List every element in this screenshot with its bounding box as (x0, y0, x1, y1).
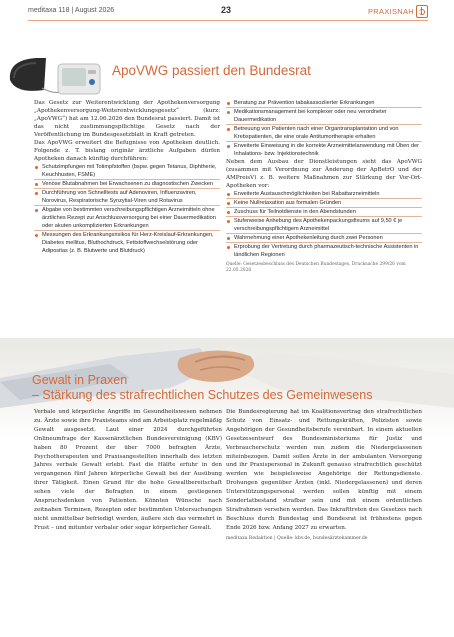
article1-intro2: Das ApoVWG erweitert die Befugnisse von Apotheken deutlich. Folgende z. T. bislang originär ärztliche Aufgaben dürfen Apotheken danach künftig durchführen: (34, 140, 220, 162)
article2-title-line2: – Stärkung des strafrechtlichen Schutzes des Gemeinwesens (32, 388, 373, 402)
page-header (28, 6, 428, 21)
article2-credit: meditaxa Redaktion | Quelle: kbv.de, bundesärztekammer.de (226, 535, 368, 541)
list-item: Keine Nullretaxation aus formalen Gründen (226, 199, 422, 208)
list-item: Beratung zur Prävention tabakassoziierter Erkrankungen (226, 99, 422, 108)
list-item: Durchführung von Schnelltests auf Adenoviren, Influenzaviren, Norovirus, Respiratorische Synzytial-Viren und Rotavirus (34, 189, 220, 206)
blood-pressure-monitor-image (6, 50, 106, 100)
list-item: Medikationsmanagement bei komplexer oder neu verordneter Dauermedikation (226, 108, 422, 125)
article2-title (32, 373, 372, 403)
list-item: Erweiterte Einweisung in die korrekte Arzneimittelanwendung mit Üben der Inhalations- bzw. Injektionstechnik (226, 142, 422, 158)
service-list-continued (226, 99, 422, 158)
measures-list (226, 190, 422, 259)
article1-left-column (34, 99, 220, 255)
article1-right-column (226, 99, 422, 278)
article2-left-column (34, 408, 222, 533)
list-item: Schutzimpfungen mit Totimpfstoffen (bspw. gegen Tetanus, Diphtherie, Keuchhusten, FSME) (34, 163, 220, 180)
article2-right-column (226, 408, 422, 546)
article2-title-line1: Gewalt in Praxen (32, 373, 128, 387)
list-item: Abgabe von bestimmten verschreibungspflichtigen Arzneimitteln ohne ärztliches Rezept zur Anschlussversorgung bei einer Dauermedikation oder akuten unkomplizierten Erkrankungen (34, 206, 220, 231)
list-item: Stufenweise Anhebung des Apothekenpackungsfixums auf 9,50 € je verschreibungspflichtigem Arzneimittel (226, 217, 422, 234)
article1-intro: Das Gesetz zur Weiterentwicklung der Apothekenversorgung „Apothekenversorgung-Weiterentwicklungsgesetz“ (kurz: „ApoVWG“) hat am 12.06.2026 den Bundesrat passiert. Damit ist das nicht zustimmungspflichtige Gesetz nach der Veröffentlichung im Bundesgesetzblatt in Kraft getreten. (34, 100, 220, 138)
article1-middle-paragraph: Neben dem Ausbau der Dienstleistungen sieht das ApoVWG (zusammen mit Verordnung zur Änderung der ApBetrO und der AMPreisV) z. B. weitere Maßnahmen zur Stärkung der Vor-Ort-Apotheken vor: (226, 159, 422, 189)
section-label: PRAXISNAH (367, 7, 414, 16)
issue-label: meditaxa 118 | August 2026 (28, 7, 115, 14)
list-item: Venöse Blutabnahmen bei Erwachsenen zu diagnostischen Zwecken (34, 180, 220, 189)
list-item: Zuschuss für Teilnotdienste in den Abendstunden (226, 208, 422, 217)
service-list (34, 163, 220, 255)
page-number: 23 (221, 5, 232, 15)
list-item: Erweiterte Austauschmöglichkeiten bei Rabattarzneimitteln (226, 190, 422, 199)
list-item: Erprobung der Vertretung durch pharmazeutisch-technische Assistenten in ländlichen Regionen (226, 243, 422, 259)
caduceus-icon (416, 5, 428, 18)
article2-col2-text: Die Bundesregierung hat im Koalitionsvertrag den strafrechtlichen Schutz von Einsatz- und Rettungskräften, Polizisten sowie Angehörigen der Gesundheitsberufe vereinbart. In einem aktuellen Gesetzesentwurf des Bundesministeriums für Justiz und Verbraucherschutz werden nun zudem die Niedergelassenen miteinbezogen. Damit sollen Ärzte in der ambulanten Versorgung und ihr Praxispersonal in Zukunft genauso strafrechtlich geschützt werden wie beispielsweise Angehörige der Rettungsdienste. Drohungen gegenüber Ärzten (inkl. Niedergelassenen) und deren Unterstützungspersonal werden sollen künftig mit einem Sondertatbestand strafbar sein und mit einem ordentlichen Strafrahmen versehen werden. Das Inkrafttreten des Gesetzes nach Beschluss durch Bundestag und Bundesrat ist frühestens gegen Ende 2026 bzw. Anfang 2027 zu erwarten. (226, 409, 422, 531)
list-item: Messungen des Erkrankungsrisikos für Herz-Kreislauf-Erkrankungen, Diabetes mellitus, Bluthochdruck, Fettstoffwechselstörung oder Adipositas (z. B. Blutwerte und Blutdruck) (34, 231, 220, 255)
article1-title: ApoVWG passiert den Bundesrat (112, 63, 311, 78)
article2-col1-text: Verbale und körperliche Angriffe im Gesundheitswesen nehmen zu. Ärzte sowie ihre Praxisteams sind am Arbeitsplatz regelmäßig Gewalt ausgesetzt. Laut einer 2024 durchgeführten Onlineumfrage der Kassenärztlichen Bundesvereinigung (KBV) haben 80 Prozent der über 7000 befragten Ärzte, Psychotherapeuten und Praxisangestellten innerhalb des letzten Jahres verbale Gewalt erlebt. Fast die Hälfte erfuhr in den vergangenen fünf Jahren körperliche Gewalt bei der Ausübung ihrer Tätigkeit. Einen Grund für die hohe Gewaltbereitschaft sehen viele der Befragten in einem gestiegenen Anspruchsdenken von Patienten. Könnten Wünsche nach zeitnahen Terminen, Rezepten oder bestimmten Untersuchungen nicht unmittelbar befriedigt werden, äußere sich das vermehrt in Frust – und mitunter verbaler oder sogar körperlicher Gewalt. (34, 409, 222, 531)
list-item: Wahrnehmung einer Apothekenleitung durch zwei Personen (226, 234, 422, 243)
list-item: Betreuung von Patienten nach einer Organtransplantation und von Krebspatienten, die eine orale Antitumortherapie erhalten (226, 125, 422, 142)
article1-source: Quelle: Gesetzesbeschluss des Deutschen Bundestages, Drucksache 299/26 vom 22.05.2026 (226, 262, 406, 273)
